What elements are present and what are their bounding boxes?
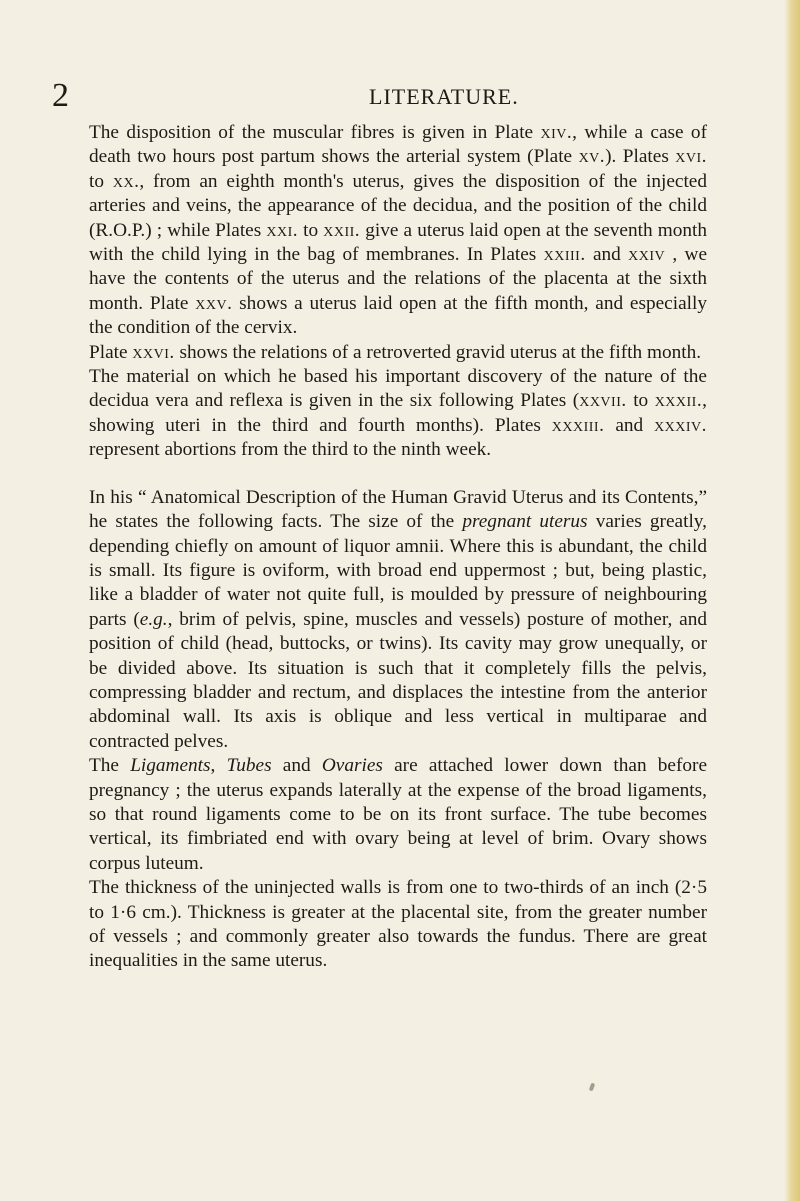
paragraph-thickness: The thickness of the uninjected walls is from one to two-thirds of an inch (2·5 to 1·6 cm.). Thickness is greater at the placental site, from the greater number of vessels ; and commonly greater also towards the fundus. There are great inequalities in the same uterus. [89,877,707,972]
page-edge [784,0,800,1201]
paragraph-decidua: The material on which he based his important discovery of the nature of the decidua vera and reflexa is given in the six following Plates (xxvii. to xxxii., showing uteri in the third and fourth months). Plates xxxiii. and xxxiv. represent abortions from the third to the ninth week. [89,366,707,461]
page-number: 2 [52,77,69,114]
body-text [89,121,707,974]
paragraph-ligaments: The Ligaments, Tubes and Ovaries are attached lower down than before pregnancy ; the uterus expands laterally at the expense of the broad ligaments, so that round ligaments come to be on its front surface. The tube becomes vertical, its fimbriated end with ovary being at level of brim. Ovary shows corpus luteum. [89,755,708,874]
page-header [52,76,752,116]
paragraph-anatomical-description: In his “ Anatomical Description of the Human Gravid Uterus and its Contents,” he states the following facts. The size of the pregnant uterus varies greatly, depending chiefly on amount of liquor amnii. Where this is abundant, the child is small. Its figure is oviform, with broad end uppermost ; but, being plastic, like a bladder of water not quite full, is moulded by pressure of neighbouring parts (e.g., brim of pelvis, spine, muscles and vessels) posture of mother, and position of child (head, buttocks, or twins). Its cavity may grow unequally, or be divided above. Its situation is such that it completely fills the pelvis, compressing bladder and rectum, and displaces the intestine from the anterior abdominal wall. Its axis is oblique and less vertical in multiparae and contracted pelves. [89,486,708,752]
paragraph-plate-xxvi: Plate xxvi. shows the relations of a retroverted gravid uterus at the fifth month. [89,341,702,363]
running-head: LITERATURE. [369,84,519,109]
paper-speck [589,1083,595,1092]
paragraph-plates-xiv-xxv: The disposition of the muscular fibres is given in Plate xiv., while a case of death two hours post partum shows the arterial system (Plate xv.). Plates xvi. to xx., from an eighth month's uterus, gives the disposition of the injected arteries and veins, the appearance of the decidua, and the position of the child (R.O.P.) ; while Plates xxi. to xxii. give a uterus laid open at the seventh month with the child lying in the bag of membranes. In Plates xxiii. and xxiv , we have the contents of the uterus and the relations of the placenta at the sixth month. Plate xxv. shows a uterus laid open at the fifth month, and especially the condition of the cervix. [89,122,708,339]
